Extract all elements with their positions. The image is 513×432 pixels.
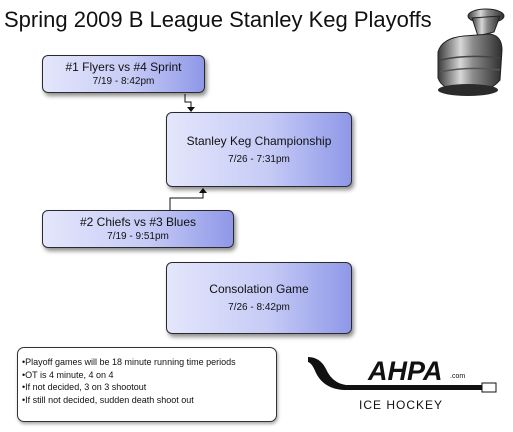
championship-name: Stanley Keg Championship — [186, 133, 332, 148]
page-title: Spring 2009 B League Stanley Keg Playoffs — [4, 7, 432, 32]
rules-notes — [17, 347, 277, 422]
consolation-time: 7/26 - 8:42pm — [228, 302, 290, 313]
match-2-teams: #2 Chiefs vs #3 Blues — [79, 215, 197, 229]
rule-item: • OT is 4 minute, 4 on 4 — [22, 369, 270, 382]
rule-item: • If not decided, 3 on 3 shootout — [22, 381, 270, 394]
match-1-teams: #1 Flyers vs #4 Sprint — [65, 60, 182, 74]
match-1-box — [42, 55, 205, 93]
championship-box — [166, 112, 352, 187]
consolation-box — [166, 262, 352, 334]
logo-tagline: ICE HOCKEY — [359, 398, 444, 412]
consolation-name: Consolation Game — [209, 282, 309, 296]
rule-item: • If still not decided, sudden death shoot out — [22, 394, 270, 407]
connector-match2-to-championship — [170, 191, 203, 210]
logo-suffix: .com — [450, 373, 466, 380]
logo-name: AHPA — [368, 356, 443, 386]
match-2-time: 7/19 - 9:51pm — [107, 231, 169, 242]
rule-item: • Playoff games will be 18 minute running time periods — [22, 356, 270, 369]
connector-arrowhead — [199, 188, 207, 193]
ahpa-logo — [306, 353, 504, 399]
match-2-box — [42, 210, 234, 248]
championship-time: 7/26 - 7:31pm — [228, 153, 290, 165]
connector-match1-to-championship — [185, 94, 191, 109]
match-1-time: 7/19 - 8:42pm — [92, 76, 155, 87]
rules-list — [22, 356, 270, 406]
